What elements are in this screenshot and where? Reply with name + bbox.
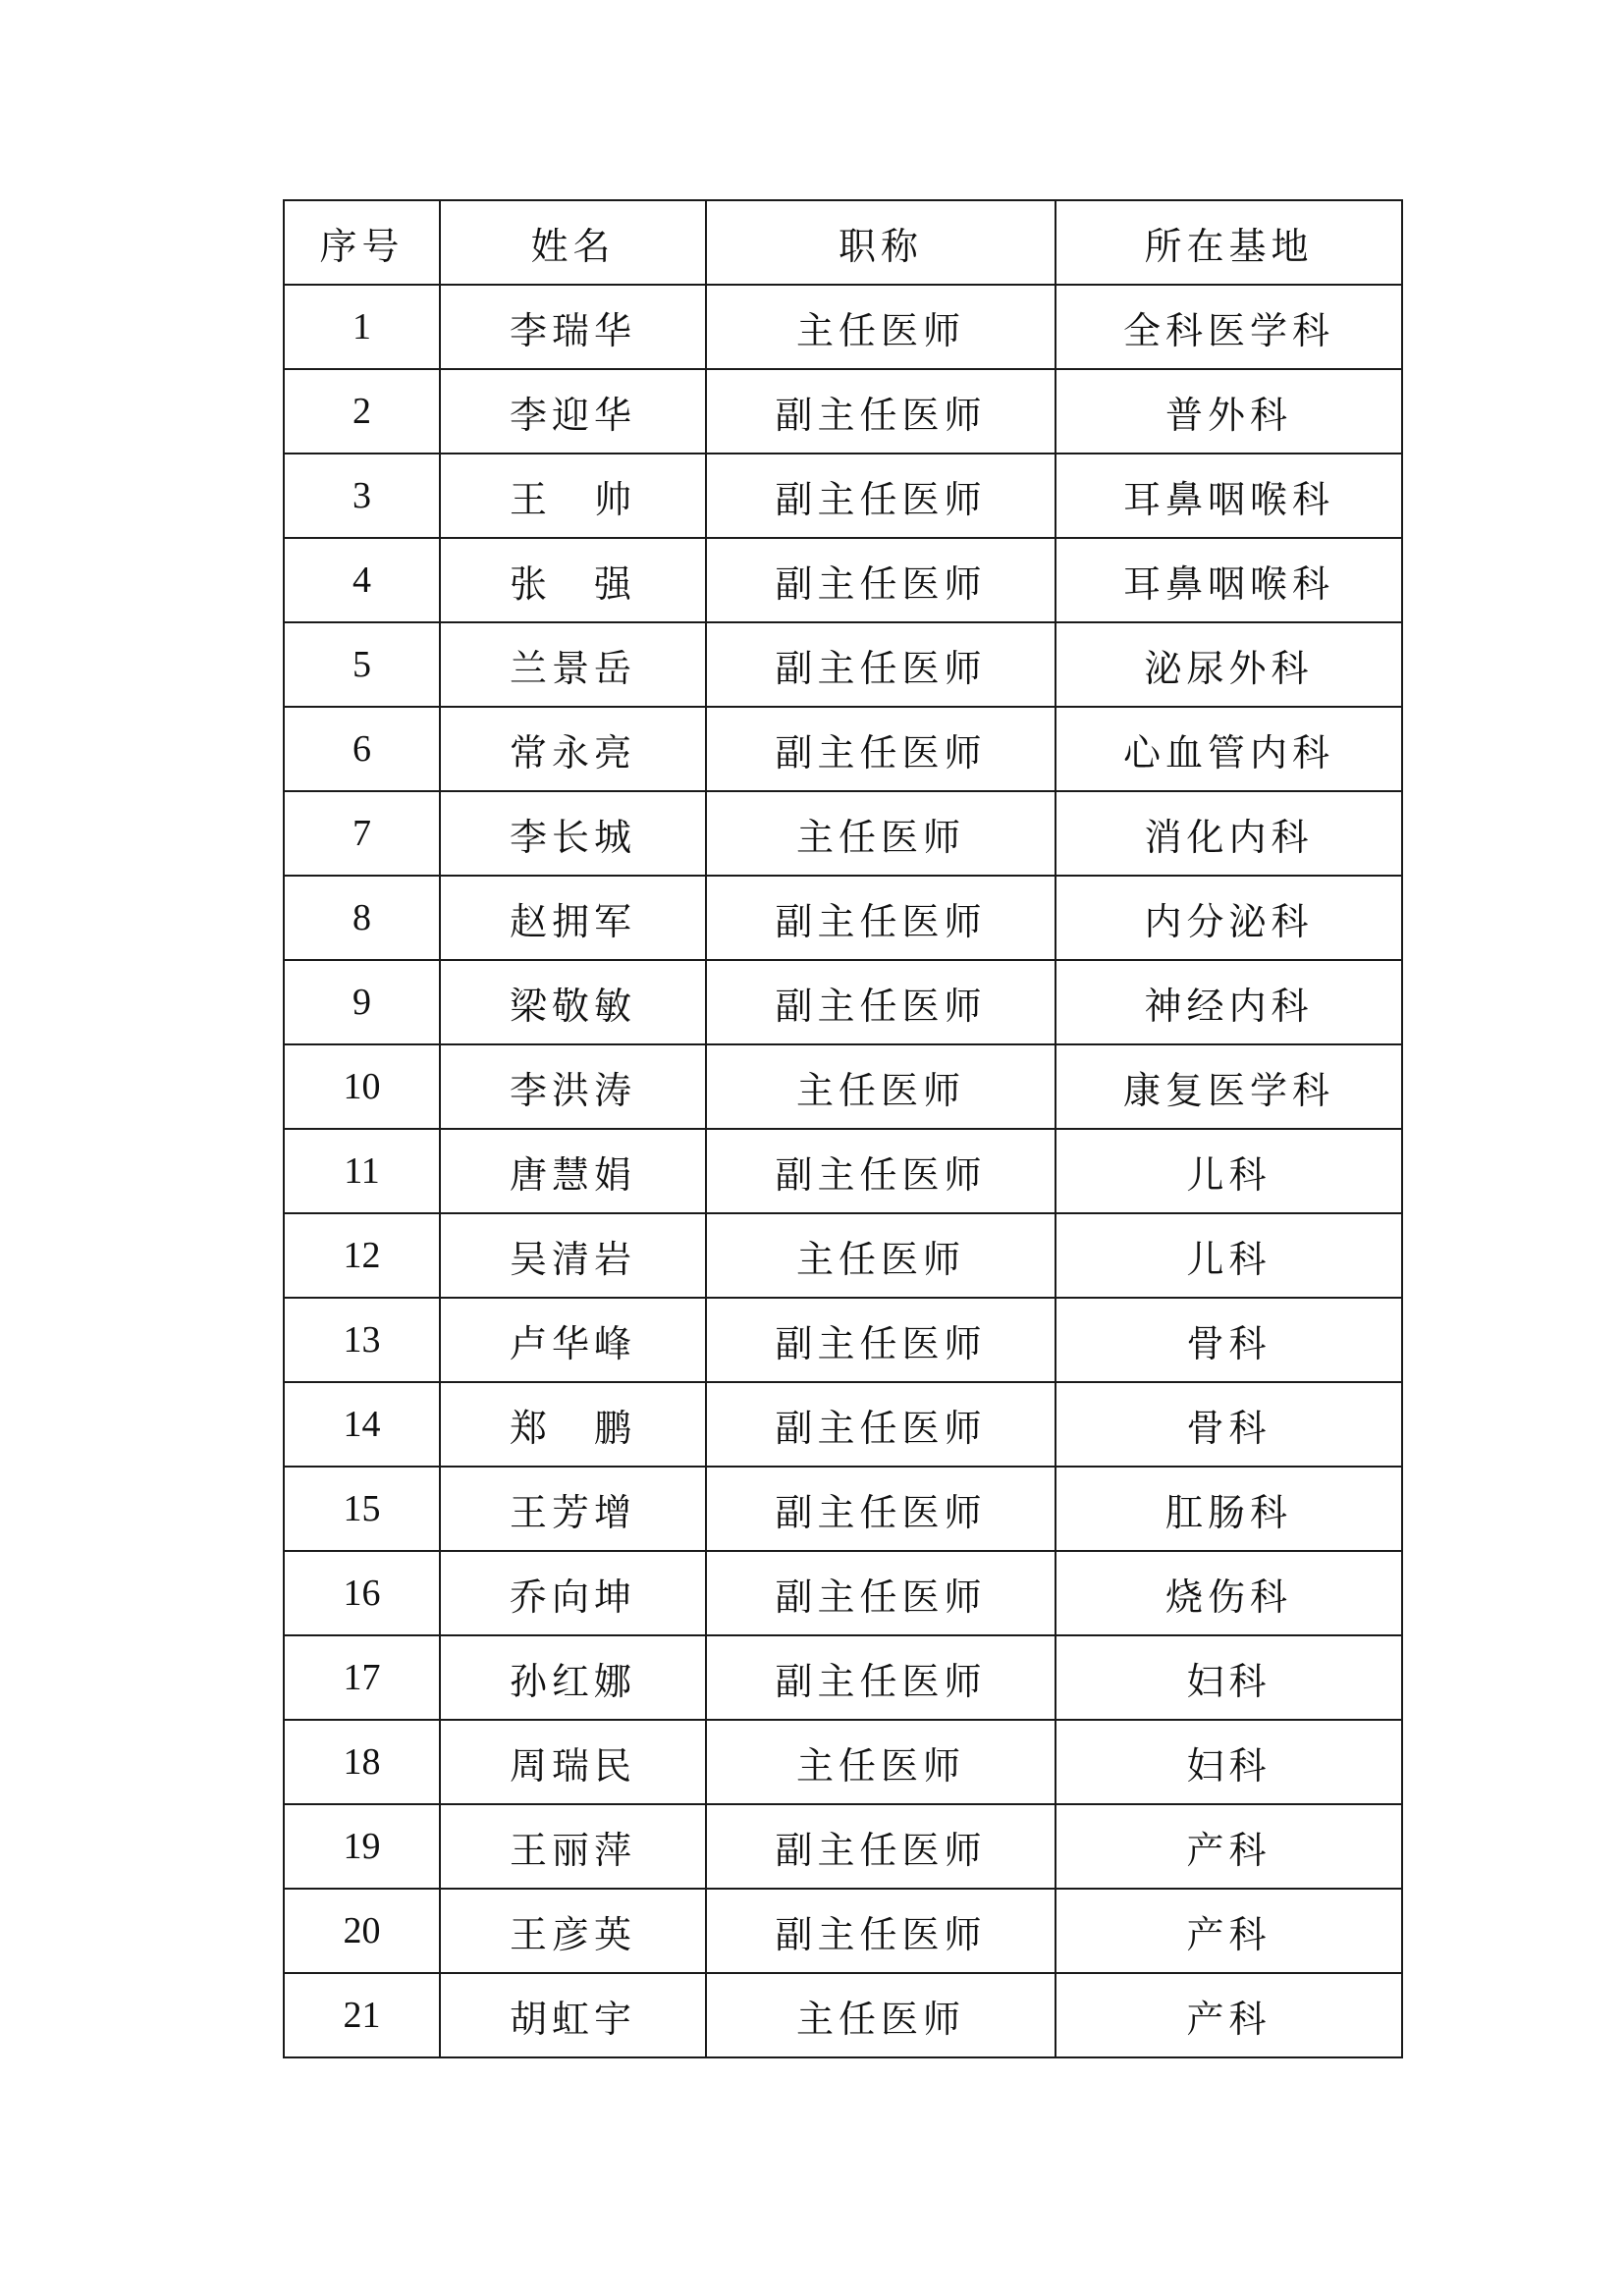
table-body bbox=[284, 285, 1402, 2057]
header-title: 职称 bbox=[706, 200, 1056, 285]
cell-base: 产科 bbox=[1056, 1973, 1402, 2057]
cell-seq: 15 bbox=[284, 1467, 440, 1551]
table-row bbox=[284, 1804, 1402, 1889]
cell-name: 李瑞华 bbox=[440, 285, 706, 369]
table-row bbox=[284, 622, 1402, 707]
cell-seq: 11 bbox=[284, 1129, 440, 1213]
cell-title: 副主任医师 bbox=[706, 622, 1056, 707]
cell-name: 李长城 bbox=[440, 791, 706, 876]
table-row bbox=[284, 1635, 1402, 1720]
cell-base: 儿科 bbox=[1056, 1129, 1402, 1213]
table-row bbox=[284, 369, 1402, 454]
table-row bbox=[284, 707, 1402, 791]
cell-title: 主任医师 bbox=[706, 791, 1056, 876]
cell-title: 副主任医师 bbox=[706, 876, 1056, 960]
cell-base: 妇科 bbox=[1056, 1720, 1402, 1804]
cell-base: 产科 bbox=[1056, 1804, 1402, 1889]
header-name: 姓名 bbox=[440, 200, 706, 285]
cell-title: 主任医师 bbox=[706, 285, 1056, 369]
cell-seq: 9 bbox=[284, 960, 440, 1044]
table-row bbox=[284, 960, 1402, 1044]
cell-name: 孙红娜 bbox=[440, 1635, 706, 1720]
cell-name: 卢华峰 bbox=[440, 1298, 706, 1382]
cell-title: 副主任医师 bbox=[706, 960, 1056, 1044]
table-row bbox=[284, 791, 1402, 876]
cell-name: 李洪涛 bbox=[440, 1044, 706, 1129]
cell-seq: 1 bbox=[284, 285, 440, 369]
table-row bbox=[284, 876, 1402, 960]
cell-seq: 3 bbox=[284, 454, 440, 538]
header-seq: 序号 bbox=[284, 200, 440, 285]
cell-title: 副主任医师 bbox=[706, 369, 1056, 454]
cell-title: 副主任医师 bbox=[706, 454, 1056, 538]
table-row bbox=[284, 1298, 1402, 1382]
cell-base: 内分泌科 bbox=[1056, 876, 1402, 960]
cell-title: 副主任医师 bbox=[706, 1382, 1056, 1467]
cell-seq: 13 bbox=[284, 1298, 440, 1382]
cell-name: 郑 鹏 bbox=[440, 1382, 706, 1467]
cell-seq: 2 bbox=[284, 369, 440, 454]
cell-name: 王彦英 bbox=[440, 1889, 706, 1973]
cell-name: 周瑞民 bbox=[440, 1720, 706, 1804]
cell-name: 兰景岳 bbox=[440, 622, 706, 707]
cell-name: 王芳增 bbox=[440, 1467, 706, 1551]
cell-title: 副主任医师 bbox=[706, 1129, 1056, 1213]
header-row bbox=[284, 200, 1402, 285]
cell-title: 副主任医师 bbox=[706, 1551, 1056, 1635]
staff-table bbox=[283, 199, 1403, 2058]
table-row bbox=[284, 1551, 1402, 1635]
cell-base: 耳鼻咽喉科 bbox=[1056, 538, 1402, 622]
table-row bbox=[284, 285, 1402, 369]
table-row bbox=[284, 1382, 1402, 1467]
cell-title: 主任医师 bbox=[706, 1044, 1056, 1129]
cell-base: 康复医学科 bbox=[1056, 1044, 1402, 1129]
cell-name: 唐慧娟 bbox=[440, 1129, 706, 1213]
cell-base: 普外科 bbox=[1056, 369, 1402, 454]
cell-base: 儿科 bbox=[1056, 1213, 1402, 1298]
cell-base: 骨科 bbox=[1056, 1298, 1402, 1382]
cell-seq: 19 bbox=[284, 1804, 440, 1889]
cell-title: 副主任医师 bbox=[706, 1804, 1056, 1889]
cell-name: 李迎华 bbox=[440, 369, 706, 454]
cell-seq: 10 bbox=[284, 1044, 440, 1129]
cell-title: 副主任医师 bbox=[706, 707, 1056, 791]
cell-title: 副主任医师 bbox=[706, 1298, 1056, 1382]
cell-seq: 14 bbox=[284, 1382, 440, 1467]
table-row bbox=[284, 1467, 1402, 1551]
cell-base: 神经内科 bbox=[1056, 960, 1402, 1044]
table-row bbox=[284, 454, 1402, 538]
cell-name: 赵拥军 bbox=[440, 876, 706, 960]
cell-base: 烧伤科 bbox=[1056, 1551, 1402, 1635]
table-row bbox=[284, 538, 1402, 622]
cell-seq: 16 bbox=[284, 1551, 440, 1635]
cell-seq: 20 bbox=[284, 1889, 440, 1973]
cell-seq: 7 bbox=[284, 791, 440, 876]
cell-seq: 4 bbox=[284, 538, 440, 622]
cell-base: 肛肠科 bbox=[1056, 1467, 1402, 1551]
table-header bbox=[284, 200, 1402, 285]
cell-seq: 12 bbox=[284, 1213, 440, 1298]
cell-title: 主任医师 bbox=[706, 1720, 1056, 1804]
cell-name: 乔向坤 bbox=[440, 1551, 706, 1635]
cell-base: 心血管内科 bbox=[1056, 707, 1402, 791]
cell-name: 梁敬敏 bbox=[440, 960, 706, 1044]
cell-seq: 17 bbox=[284, 1635, 440, 1720]
cell-seq: 5 bbox=[284, 622, 440, 707]
table-row bbox=[284, 1129, 1402, 1213]
cell-title: 主任医师 bbox=[706, 1973, 1056, 2057]
cell-base: 耳鼻咽喉科 bbox=[1056, 454, 1402, 538]
cell-seq: 21 bbox=[284, 1973, 440, 2057]
cell-seq: 6 bbox=[284, 707, 440, 791]
cell-seq: 18 bbox=[284, 1720, 440, 1804]
cell-name: 张 强 bbox=[440, 538, 706, 622]
table-row bbox=[284, 1213, 1402, 1298]
cell-name: 胡虹宇 bbox=[440, 1973, 706, 2057]
cell-base: 消化内科 bbox=[1056, 791, 1402, 876]
cell-base: 骨科 bbox=[1056, 1382, 1402, 1467]
cell-name: 常永亮 bbox=[440, 707, 706, 791]
table-row bbox=[284, 1889, 1402, 1973]
cell-title: 副主任医师 bbox=[706, 1889, 1056, 1973]
cell-seq: 8 bbox=[284, 876, 440, 960]
cell-base: 妇科 bbox=[1056, 1635, 1402, 1720]
cell-title: 副主任医师 bbox=[706, 1467, 1056, 1551]
table-row bbox=[284, 1720, 1402, 1804]
cell-base: 产科 bbox=[1056, 1889, 1402, 1973]
cell-title: 副主任医师 bbox=[706, 538, 1056, 622]
cell-name: 吴清岩 bbox=[440, 1213, 706, 1298]
cell-title: 主任医师 bbox=[706, 1213, 1056, 1298]
cell-base: 全科医学科 bbox=[1056, 285, 1402, 369]
table-row bbox=[284, 1973, 1402, 2057]
table-row bbox=[284, 1044, 1402, 1129]
cell-title: 副主任医师 bbox=[706, 1635, 1056, 1720]
cell-name: 王 帅 bbox=[440, 454, 706, 538]
header-base: 所在基地 bbox=[1056, 200, 1402, 285]
cell-base: 泌尿外科 bbox=[1056, 622, 1402, 707]
cell-name: 王丽萍 bbox=[440, 1804, 706, 1889]
